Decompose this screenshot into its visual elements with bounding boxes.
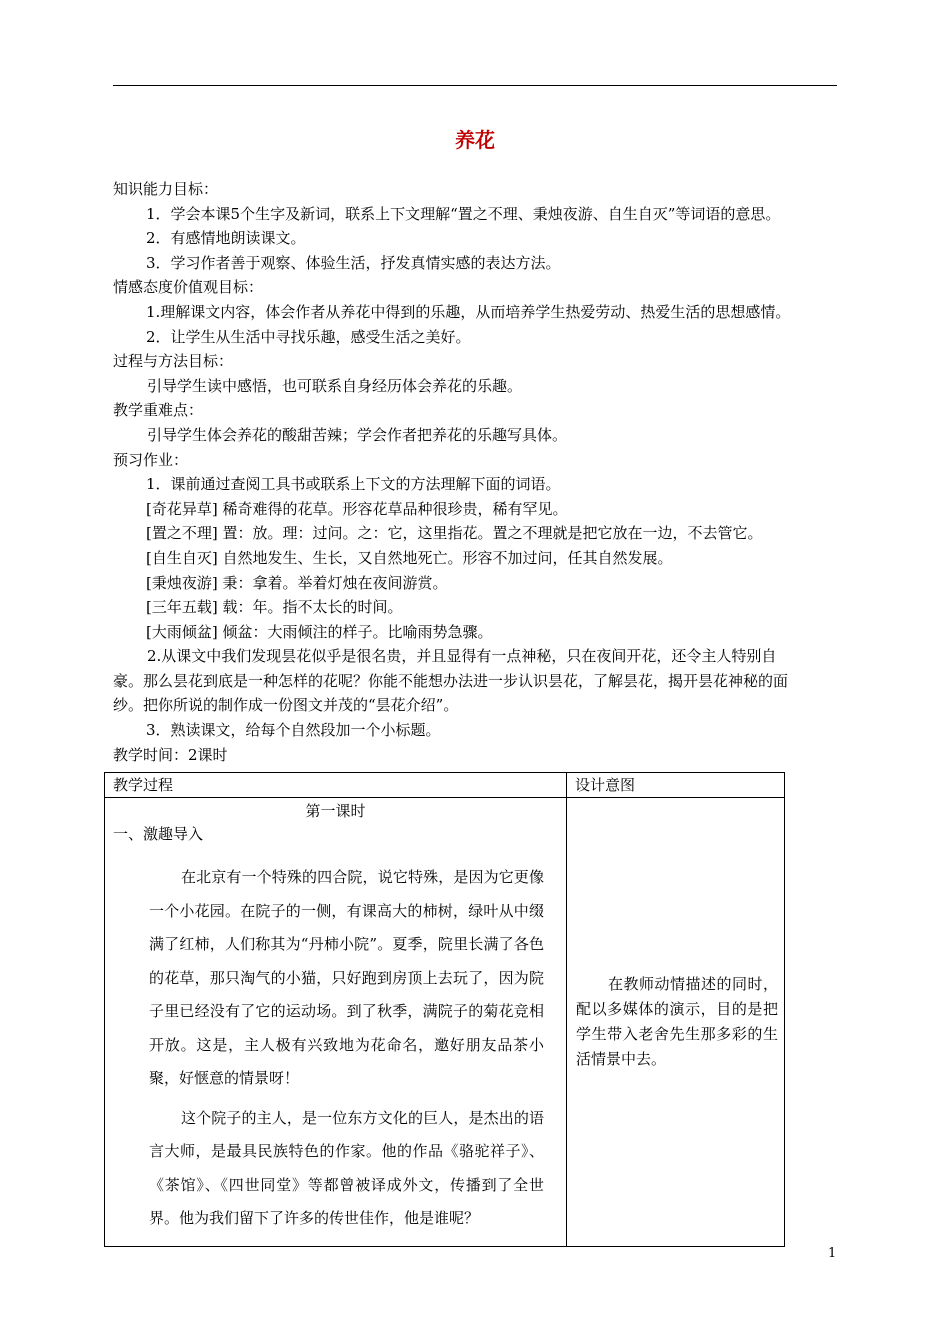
term-definition: [秉烛夜游] 秉：拿着。举着灯烛在夜间游赏。	[146, 573, 448, 592]
header-intent: 设计意图	[567, 773, 785, 798]
lesson-title: 第一课时	[305, 802, 366, 820]
table-header-row	[105, 773, 785, 798]
term-definition: [大雨倾盆] 倾盆：大雨倾注的样子。比喻雨势急骤。	[146, 622, 493, 641]
section-heading-preview: 预习作业：	[113, 450, 189, 469]
table-row	[105, 798, 785, 1247]
document-body	[113, 177, 853, 767]
page-number: 1	[828, 1246, 837, 1261]
story-paragraph: 这个院子的主人，是一位东方文化的巨人，是杰出的语言大师，是最具民族特色的作家。他的作品《骆驼祥子》、《茶馆》、《四世同堂》等都曾被译成外文，传播到了全世界。他为我们留下了许多的传世佳作，他是谁呢？	[149, 1108, 544, 1227]
preview-item-1: 1．课前通过查阅工具书或联系上下文的方法理解下面的词语。	[146, 475, 561, 494]
header-rule	[113, 85, 837, 86]
section-title: 一、激趣导入	[113, 825, 204, 843]
term-definition: [自生自灭] 自然地发生、生长，又自然地死亡。形容不加过问，任其自然发展。	[146, 548, 673, 567]
header-process: 教学过程	[105, 773, 567, 798]
story-paragraph: 在北京有一个特殊的四合院，说它特殊，是因为它更像一个小花园。在院子的一侧，有课高大的柿树，绿叶从中缀满了红柿，人们称其为“丹柿小院”。夏季，院里长满了各色的花草，那只淘气的小猫，只好跑到房顶上去玩了，因为院子里已经没有了它的运动场。到了秋季，满院子的菊花竞相开放。这是，主人极有兴致地为花命名，邀好朋友品茶小聚，好惬意的情景呀！	[149, 868, 544, 1087]
teaching-time: 教学时间：2课时	[113, 745, 228, 764]
knowledge-item: 1．学会本课5个生字及新词，联系上下文理解“置之不理、秉烛夜游、自生自灭”等词语的意思。	[146, 204, 781, 223]
preview-item-3: 3．熟读课文，给每个自然段加一个小标题。	[146, 721, 441, 740]
intent-cell: 在教师动情描述的同时，配以多媒体的演示，目的是把学生带入老舍先生那多彩的生活情景中去。	[567, 798, 785, 1247]
knowledge-item: 3．学习作者善于观察、体验生活，抒发真情实感的表达方法。	[146, 253, 561, 272]
knowledge-item: 2．有感情地朗读课文。	[146, 229, 306, 248]
preview-item-2: 2.从课文中我们发现昙花似乎是很名贵，并且显得有一点神秘，只在夜间开花，还令主人特别自豪。那么昙花到底是一种怎样的花呢？你能不能想办法进一步认识昙花，了解昙花，揭开昙花神秘的面纱。把你所说的制作成一份图文并茂的“昙花介绍”。	[113, 647, 789, 715]
emotion-item: 1.理解课文内容，体会作者从养花中得到的乐趣，从而培养学生热爱劳动、热爱生活的思想感情。	[146, 302, 791, 321]
process-cell	[105, 798, 567, 1247]
section-heading-difficulty: 教学重难点：	[113, 401, 204, 420]
term-definition: [置之不理] 置：放。理：过问。之：它，这里指花。置之不理就是把它放在一边，不去管它。	[146, 524, 763, 543]
lesson-plan-table	[104, 772, 785, 1247]
section-heading-process: 过程与方法目标：	[113, 352, 234, 371]
emotion-item: 2．让学生从生活中寻找乐趣，感受生活之美好。	[146, 327, 471, 346]
section-heading-emotion: 情感态度价值观目标：	[113, 278, 264, 297]
difficulty-item: 引导学生体会养花的酸甜苦辣；学会作者把养花的乐趣写具体。	[147, 425, 568, 444]
term-definition: [奇花异草] 稀奇难得的花草。形容花草品种很珍贵，稀有罕见。	[146, 499, 568, 518]
document-title: 养花	[455, 128, 495, 152]
term-definition: [三年五载] 载：年。指不太长的时间。	[146, 598, 403, 617]
process-item: 引导学生读中感悟，也可联系自身经历体会养花的乐趣。	[147, 376, 523, 395]
section-heading-knowledge: 知识能力目标：	[113, 180, 219, 198]
